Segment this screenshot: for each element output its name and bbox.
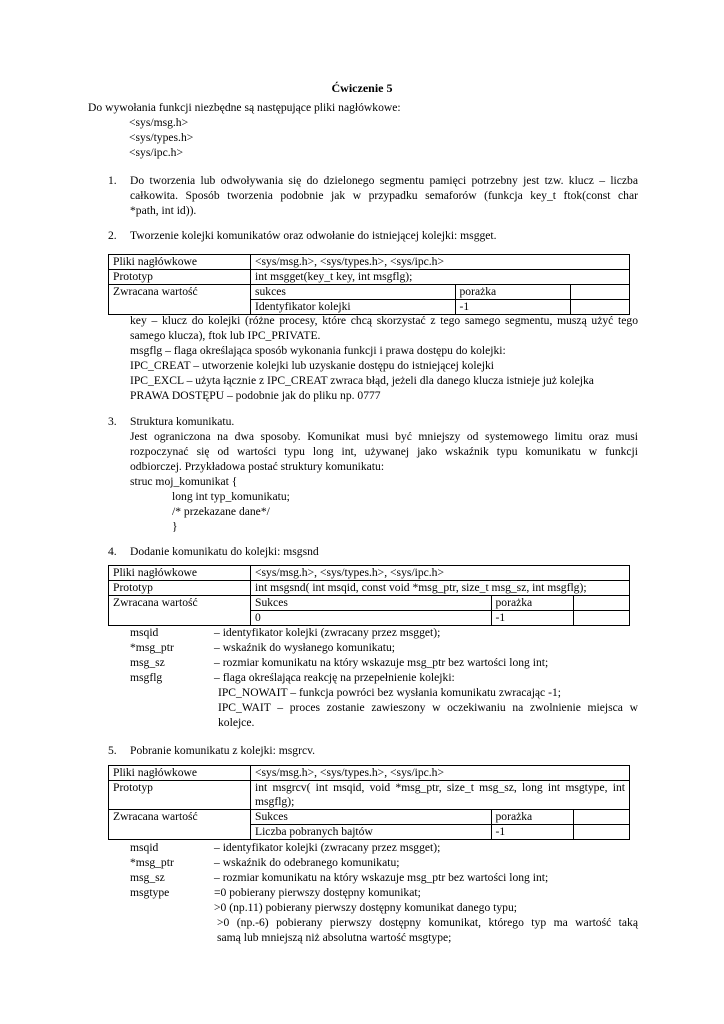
paragraph-line: Do tworzenia lub odwoływania się do dzielonego segmentu pamięci potrzebny jest tzw. klucz – liczba <box>130 174 638 187</box>
section-number: 2. <box>108 229 117 242</box>
code-line: } <box>172 520 178 533</box>
failure-value: -1 <box>491 825 573 840</box>
table-label: Prototyp <box>109 581 251 596</box>
msgtype-desc: >0 (np.-6) pobierany pierwszy dostępny komunikat, którego typ ma wartość taką <box>217 916 638 929</box>
table-value: int msgget(key_t key, int msgflg); <box>251 270 630 285</box>
intro-text: Do wywołania funkcji niezbędne są następujące pliki nagłówkowe: <box>88 101 401 114</box>
paragraph-line: IPC_EXCL – użyta łącznie z IPC_CREAT zwraca błąd, jeżeli dla danego klucza istnieje już kolejka <box>130 374 594 387</box>
param-name: msg_sz <box>130 656 165 669</box>
table-label: Zwracana wartość <box>109 596 251 626</box>
success-header: Sukces <box>251 810 491 825</box>
param-desc: – rozmiar komunikatu na który wskazuje msg_ptr bez wartości long int; <box>214 656 549 669</box>
success-header: Sukces <box>251 596 491 611</box>
param-desc: – rozmiar komunikatu na który wskazuje msg_ptr bez wartości long int; <box>214 871 549 884</box>
msgsnd-table <box>108 565 630 626</box>
table-value: <sys/msg.h>, <sys/types.h>, <sys/ipc.h> <box>251 766 630 781</box>
param-name: msgtype <box>130 886 170 899</box>
code-line: /* przekazane dane*/ <box>172 505 270 518</box>
page-title: Ćwiczenie 5 <box>331 81 393 95</box>
table-value: <sys/msg.h>, <sys/types.h>, <sys/ipc.h> <box>251 255 630 270</box>
section-heading: Tworzenie kolejki komunikatów oraz odwołanie do istniejącej kolejki: msgget. <box>130 229 497 242</box>
failure-header: porażka <box>491 596 573 611</box>
msgtype-desc: >0 (np.11) pobierany pierwszy dostępny komunikat danego typu; <box>214 901 517 914</box>
section-heading: Dodanie komunikatu do kolejki: msgsnd <box>130 545 319 558</box>
header-file: <sys/types.h> <box>129 131 194 144</box>
failure-value: -1 <box>491 611 573 626</box>
param-desc: – identyfikator kolejki (zwracany przez msgget); <box>214 626 441 639</box>
paragraph-line: Jest ograniczona na dwa sposoby. Komunikat musi być mniejszy od systemowego limitu oraz musi <box>130 430 638 443</box>
section-number: 5. <box>108 744 117 757</box>
prototype-line: msgflg); <box>255 795 295 808</box>
table-label: Pliki nagłówkowe <box>109 766 251 781</box>
failure-header: porażka <box>491 810 573 825</box>
paragraph-line: PRAWA DOSTĘPU – podobnie jak do pliku np. 0777 <box>130 389 381 402</box>
table-label: Prototyp <box>109 781 251 810</box>
paragraph-line: IPC_CREAT – utworzenie kolejki lub uzyskanie dostępu do istniejącej kolejki <box>130 359 494 372</box>
section-heading: Pobranie komunikatu z kolejki: msgrcv. <box>130 744 316 757</box>
param-name: msqid <box>130 841 159 854</box>
msgrcv-table <box>108 765 630 840</box>
section-number: 3. <box>108 415 117 428</box>
code-line: long int typ_komunikatu; <box>172 490 290 503</box>
success-value: Identyfikator kolejki <box>251 300 455 315</box>
flag-desc: kolejce. <box>218 716 255 729</box>
paragraph-line: odbiorczej. Przykładowa postać struktury komunikatu: <box>130 460 385 473</box>
param-desc: – identyfikator kolejki (zwracany przez msgget); <box>214 841 441 854</box>
msgget-table <box>108 254 630 315</box>
flag-desc: IPC_WAIT – proces zostanie zawieszony w oczekiwaniu na zwolnienie miejsca w <box>218 701 638 714</box>
param-name: *msg_ptr <box>130 641 174 654</box>
table-label: Zwracana wartość <box>109 285 251 315</box>
code-line: struc moj_komunikat { <box>130 475 238 488</box>
success-header: sukces <box>251 285 455 300</box>
table-value: <sys/msg.h>, <sys/types.h>, <sys/ipc.h> <box>251 566 630 581</box>
table-label: Zwracana wartość <box>109 810 251 840</box>
failure-header: porażka <box>455 285 570 300</box>
table-value: int msgsnd( int msqid, const void *msg_ptr, size_t msg_sz, int msgflg); <box>251 581 630 596</box>
failure-value: -1 <box>455 300 570 315</box>
section-number: 4. <box>108 545 117 558</box>
param-name: *msg_ptr <box>130 856 174 869</box>
success-value: 0 <box>251 611 491 626</box>
param-desc: – wskaźnik do wysłanego komunikatu; <box>214 641 395 654</box>
paragraph-line: msgflg – flaga określająca sposób wykonania funkcji i prawa dostępu do kolejki: <box>130 344 506 357</box>
param-desc: – wskaźnik do odebranego komunikatu; <box>214 856 400 869</box>
param-name: msqid <box>130 626 159 639</box>
param-desc: – flaga określająca reakcję na przepełnienie kolejki: <box>214 671 455 684</box>
param-name: msgflg <box>130 671 163 684</box>
section-number: 1. <box>108 174 117 187</box>
header-file: <sys/msg.h> <box>129 116 189 129</box>
table-label: Pliki nagłówkowe <box>109 566 251 581</box>
paragraph-line: samego klucza), ftok lub IPC_PRIVATE. <box>130 329 321 342</box>
param-name: msg_sz <box>130 871 165 884</box>
table-value <box>251 781 630 810</box>
header-file: <sys/ipc.h> <box>129 146 183 159</box>
paragraph-line: całkowita. Sposób tworzenia podobnie jak w przypadku semaforów (funkcja key_t ftok(const char <box>130 189 638 202</box>
flag-desc: IPC_NOWAIT – funkcja powróci bez wysłania komunikatu zwracając -1; <box>218 686 561 699</box>
paragraph-line: *path, int id)). <box>130 204 197 217</box>
table-label: Prototyp <box>109 270 251 285</box>
table-label: Pliki nagłówkowe <box>109 255 251 270</box>
success-value: Liczba pobranych bajtów <box>251 825 491 840</box>
msgtype-desc: samą lub mniejszą niż absolutna wartość msgtype; <box>217 931 452 944</box>
paragraph-line: key – klucz do kolejki (różne procesy, które chcą skorzystać z tego samego segmentu, muszą użyć tego <box>130 314 638 327</box>
param-desc: =0 pobierany pierwszy dostępny komunikat; <box>214 886 421 899</box>
section-heading: Struktura komunikatu. <box>130 415 235 428</box>
paragraph-line: rozpoczynać się od wartości typu long int, używanej jako wskaźnik typu komunikatu w funkcji <box>130 445 638 458</box>
prototype-line: int msgrcv( int msqid, void *msg_ptr, size_t msg_sz, long int msgtype, int <box>255 781 625 794</box>
